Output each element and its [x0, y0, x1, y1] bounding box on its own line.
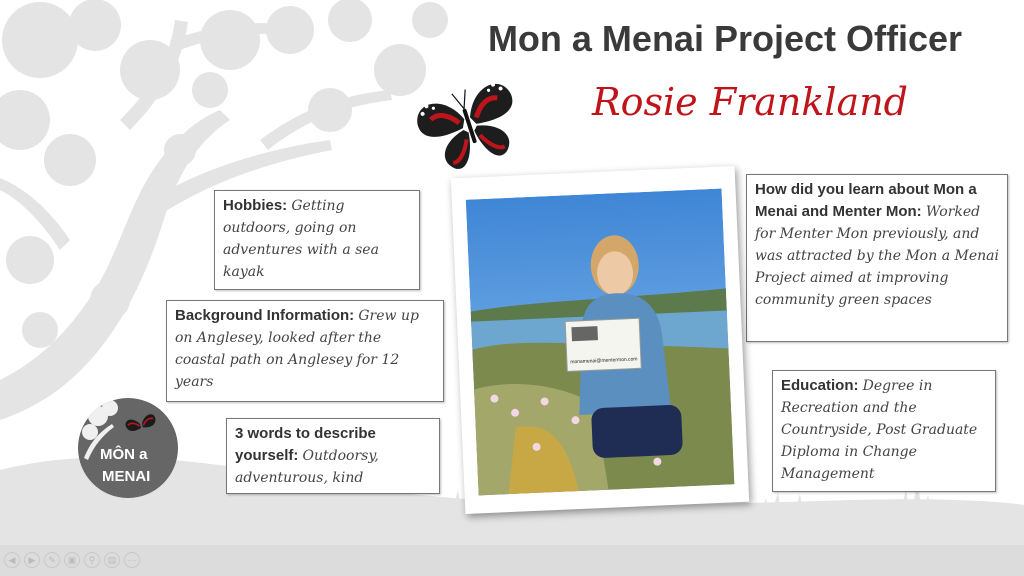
three-words-text: Outdoorsy, adventurous, kind	[235, 448, 379, 486]
page-title: Mon a Menai Project Officer	[487, 18, 963, 59]
background-label: Background Information:	[175, 307, 355, 324]
sign-email-text: monamenai@mentermon.com	[570, 356, 638, 366]
officer-photo-image	[466, 189, 735, 496]
back-icon[interactable]: ◀	[4, 552, 20, 568]
education-card	[772, 370, 996, 492]
education-label: Education:	[781, 377, 859, 394]
slides-icon[interactable]: ▣	[64, 552, 80, 568]
learn-card	[746, 174, 1008, 342]
pen-icon[interactable]: ✎	[44, 552, 60, 568]
subtitles-icon[interactable]: ▤	[104, 552, 120, 568]
officer-name: Rosie Frankland	[591, 80, 908, 124]
presentation-toolbar	[4, 552, 140, 572]
background-text: Grew up on Anglesey, looked after the coastal path on Anglesey for 12 years	[175, 308, 419, 390]
zoom-icon[interactable]: ⚲	[84, 552, 100, 568]
butterfly-icon	[414, 78, 524, 170]
polaroid-photo	[451, 166, 749, 514]
hobbies-label: Hobbies:	[223, 197, 288, 214]
play-icon[interactable]: ▶	[24, 552, 40, 568]
learn-label: How did you learn about Mon a Menai and Menter Mon:	[755, 181, 977, 220]
three-words-label: 3 words to describe yourself:	[235, 425, 376, 464]
more-icon[interactable]: ⋯	[124, 552, 140, 568]
logo-text-line2: MENAI	[102, 468, 151, 485]
hobbies-text: Getting outdoors, going on adventures with a sea kayak	[223, 198, 379, 280]
logo-text-line1: MÔN a	[100, 446, 148, 463]
mon-a-menai-logo	[78, 398, 178, 498]
three-words-card	[226, 418, 440, 494]
background-card	[166, 300, 444, 402]
learn-text: Worked for Menter Mon previously, and was attracted by the Mon a Menai Project aimed at improving community green spaces	[755, 204, 999, 308]
education-text: Degree in Recreation and the Countryside, Post Graduate Diploma in Change Management	[781, 378, 978, 482]
hobbies-card	[214, 190, 420, 290]
